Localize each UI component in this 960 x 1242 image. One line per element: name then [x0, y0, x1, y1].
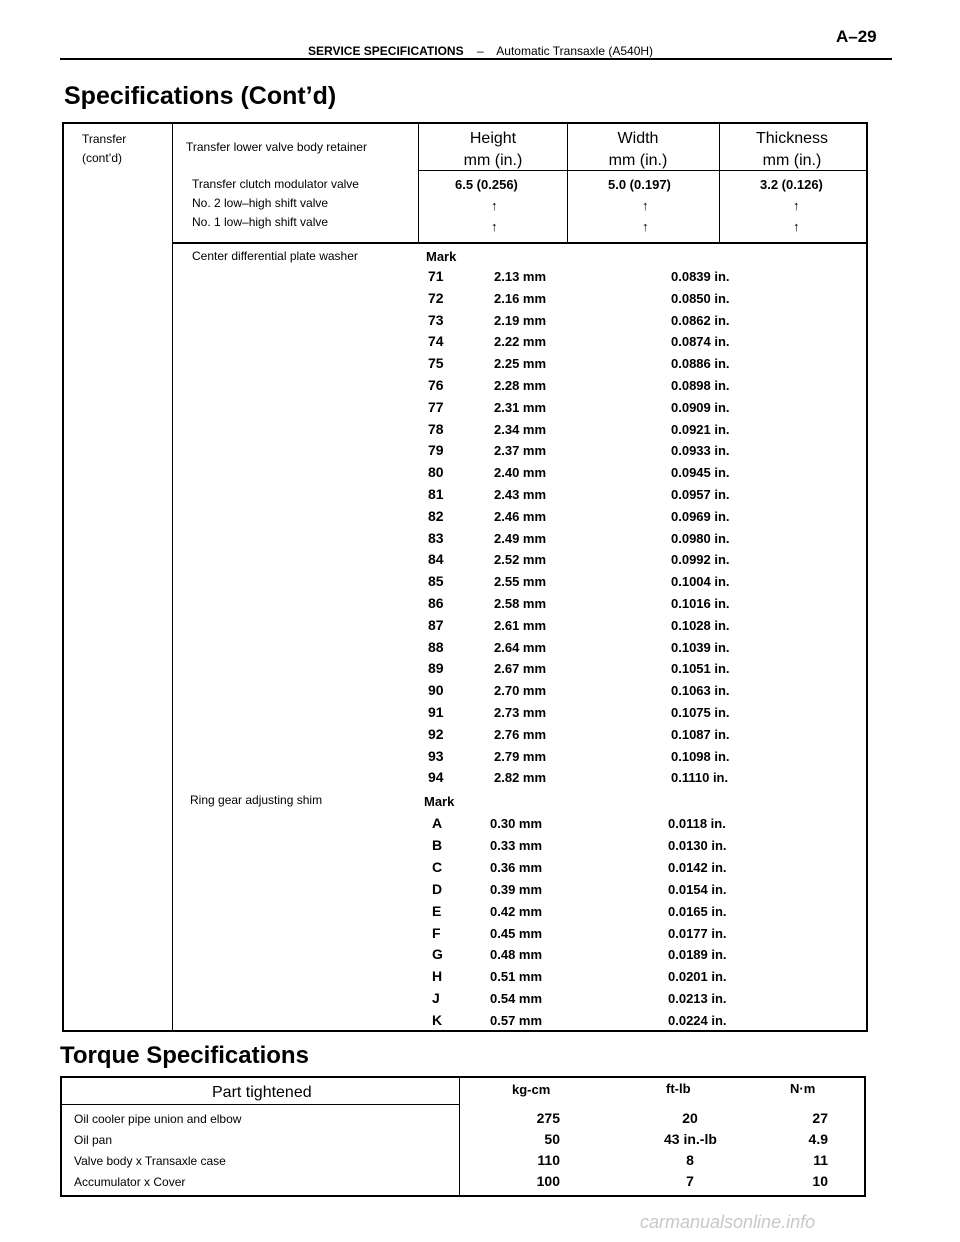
- washer-thickness-mm: 2.31 mm: [494, 399, 547, 415]
- washer-mark: 74: [428, 333, 444, 350]
- thickness-ditto: ↑: [793, 198, 800, 213]
- shim-thickness-in: 0.0154 in.: [668, 881, 727, 897]
- washer-thickness-mm: 2.28 mm: [494, 378, 547, 393]
- torque-ftlb: 43 in.-lb: [664, 1131, 717, 1147]
- shim-mark: D: [432, 880, 443, 897]
- shim-mark: K: [432, 1012, 443, 1029]
- washer-mark-header: Mark: [426, 249, 457, 264]
- part-valve-retainer: Transfer lower valve body retainer: [186, 140, 367, 154]
- torque-part: Valve body x Transaxle case: [74, 1154, 226, 1168]
- washer-mark: 86: [428, 595, 444, 611]
- washer-mark: 72: [428, 289, 444, 306]
- washer-mark: 82: [428, 507, 444, 524]
- washer-mark: 93: [428, 747, 444, 764]
- washer-thickness-mm: 2.19 mm: [494, 312, 547, 328]
- washer-mark: 94: [428, 769, 444, 786]
- washer-thickness-mm: 2.79 mm: [494, 748, 547, 764]
- shim-thickness-in: 0.0142 in.: [668, 859, 727, 875]
- washer-mark: 85: [428, 573, 444, 590]
- shim-thickness-mm: 0.51 mm: [490, 969, 543, 985]
- shim-thickness-in: 0.0130 in.: [668, 837, 727, 853]
- height-ditto: ↑: [491, 198, 498, 213]
- col-header-thickness: Thickness mm (in.): [755, 130, 829, 169]
- width-ditto: ↑: [642, 198, 649, 213]
- washer-mark: 90: [428, 682, 444, 699]
- washer-thickness-in: 0.0992 in.: [671, 552, 730, 568]
- shim-thickness-mm: 0.42 mm: [490, 903, 543, 919]
- shim-thickness-mm: 0.39 mm: [490, 881, 543, 897]
- washer-thickness-in: 0.1110 in.: [671, 770, 729, 786]
- torque-kgcm: 50: [544, 1131, 560, 1147]
- shim-mark-header: Mark: [424, 794, 455, 809]
- shim-thickness-in: 0.0201 in.: [668, 969, 727, 985]
- width-value: 5.0 (0.197): [608, 177, 671, 192]
- washer-thickness-mm: 2.46 mm: [494, 508, 547, 524]
- height-value: 6.5 (0.256): [455, 177, 518, 192]
- shim-thickness-mm: 0.57 mm: [490, 1013, 543, 1029]
- washer-mark: 79: [428, 442, 444, 459]
- washer-thickness-in: 0.1051 in.: [671, 661, 730, 677]
- washer-thickness-mm: 2.67 mm: [494, 661, 547, 677]
- torque-part: Accumulator x Cover: [74, 1175, 186, 1189]
- washer-thickness-mm: 2.49 mm: [494, 530, 547, 546]
- washer-thickness-in: 0.0933 in.: [671, 443, 730, 459]
- washer-thickness-in: 0.0921 in.: [671, 421, 730, 437]
- part-no1-shift-valve: No. 1 low–high shift valve: [192, 215, 329, 229]
- washer-thickness-mm: 2.25 mm: [494, 356, 547, 372]
- washer-thickness-in: 0.1063 in.: [671, 683, 730, 699]
- washer-thickness-mm: 2.34 mm: [494, 421, 547, 437]
- width-ditto: ↑: [642, 219, 649, 234]
- col-header-height: Height mm (in.): [463, 130, 523, 169]
- washer-thickness-mm: 2.73 mm: [494, 705, 547, 720]
- shim-thickness-in: 0.0213 in.: [668, 991, 727, 1007]
- washer-mark: 77: [428, 398, 444, 415]
- washer-thickness-in: 0.0980 in.: [671, 530, 730, 546]
- part-center-diff-washer: Center differential plate washer: [192, 249, 358, 263]
- shim-thickness-mm: 0.36 mm: [490, 859, 543, 875]
- thickness-value: 3.2 (0.126): [760, 177, 823, 192]
- washer-thickness-in: 0.0957 in.: [671, 487, 730, 502]
- washer-mark: 78: [428, 420, 444, 437]
- shim-thickness-in: 0.0224 in.: [668, 1013, 727, 1029]
- washer-thickness-mm: 2.82 mm: [494, 770, 547, 786]
- washer-mark: 89: [428, 660, 444, 677]
- washer-thickness-mm: 2.37 mm: [494, 443, 547, 459]
- washer-thickness-in: 0.0850 in.: [671, 290, 730, 306]
- washer-mark: 80: [428, 464, 444, 481]
- torque-nm: 27: [812, 1110, 828, 1126]
- washer-thickness-in: 0.1075 in.: [671, 705, 730, 720]
- shim-mark: F: [432, 924, 441, 941]
- torque-kgcm: 110: [537, 1152, 560, 1168]
- torque-col-kgcm: kg-cm: [512, 1082, 551, 1097]
- running-header: [308, 44, 653, 58]
- shim-mark: A: [432, 815, 443, 831]
- page-number: A–29: [836, 27, 877, 46]
- torque-ftlb: 8: [686, 1152, 694, 1168]
- torque-title: Torque Specifications: [60, 1042, 309, 1069]
- washer-thickness-mm: 2.76 mm: [494, 726, 547, 742]
- washer-mark: 73: [428, 311, 444, 328]
- shim-thickness-in: 0.0177 in.: [668, 925, 727, 941]
- washer-thickness-mm: 2.40 mm: [494, 465, 547, 481]
- thickness-ditto: ↑: [793, 219, 800, 234]
- washer-thickness-in: 0.1098 in.: [671, 748, 730, 764]
- washer-mark: 88: [428, 638, 444, 655]
- washer-thickness-mm: 2.22 mm: [494, 334, 547, 350]
- washer-mark: 75: [428, 355, 444, 372]
- washer-thickness-in: 0.1016 in.: [671, 596, 730, 611]
- washer-thickness-mm: 2.70 mm: [494, 683, 547, 699]
- washer-mark: 87: [428, 616, 444, 633]
- header-separator: –: [476, 44, 484, 58]
- washer-thickness-in: 0.0945 in.: [671, 465, 730, 481]
- washer-thickness-mm: 2.13 mm: [494, 269, 547, 284]
- shim-thickness-in: 0.0165 in.: [668, 903, 727, 919]
- part-ring-gear-shim: Ring gear adjusting shim: [190, 793, 323, 807]
- torque-col-nm: N·m: [790, 1081, 816, 1096]
- washer-mark: 92: [428, 725, 444, 742]
- watermark: carmanualsonline.info: [640, 1212, 816, 1232]
- shim-mark: H: [432, 968, 443, 985]
- torque-kgcm: 275: [536, 1110, 560, 1126]
- part-no2-shift-valve: No. 2 low–high shift valve: [192, 196, 329, 210]
- washer-thickness-mm: 2.55 mm: [494, 574, 547, 590]
- washer-thickness-in: 0.1039 in.: [671, 639, 730, 655]
- header-rule: [60, 58, 892, 60]
- torque-part: Oil cooler pipe union and elbow: [74, 1112, 242, 1126]
- shim-thickness-in: 0.0189 in.: [668, 947, 727, 963]
- washer-mark: 81: [428, 486, 444, 502]
- group-label-contd: (cont’d): [82, 151, 123, 165]
- torque-kgcm: 100: [536, 1173, 560, 1189]
- washer-thickness-in: 0.0839 in.: [671, 269, 730, 284]
- washer-thickness-in: 0.0909 in.: [671, 399, 730, 415]
- shim-mark: E: [432, 902, 442, 919]
- header-subsection: Automatic Transaxle (A540H): [496, 44, 654, 58]
- specs-title: Specifications (Cont’d): [64, 82, 337, 110]
- torque-col-ftlb: ft-lb: [666, 1081, 691, 1096]
- washer-thickness-mm: 2.58 mm: [494, 596, 547, 611]
- torque-part: Oil pan: [74, 1133, 113, 1147]
- washer-thickness-mm: 2.16 mm: [494, 290, 547, 306]
- washer-thickness-mm: 2.43 mm: [494, 487, 547, 502]
- washer-mark: 76: [428, 377, 444, 393]
- washer-thickness-in: 0.0886 in.: [671, 356, 730, 372]
- shim-thickness-mm: 0.45 mm: [490, 925, 543, 941]
- torque-nm: 4.9: [808, 1131, 828, 1147]
- washer-thickness-in: 0.0898 in.: [671, 378, 730, 393]
- washer-mark: 71: [428, 268, 444, 284]
- shim-thickness-mm: 0.30 mm: [490, 816, 543, 831]
- washer-mark: 83: [428, 529, 444, 546]
- torque-ftlb: 20: [682, 1110, 698, 1126]
- washer-thickness-mm: 2.64 mm: [494, 639, 547, 655]
- shim-thickness-mm: 0.48 mm: [490, 947, 543, 963]
- washer-thickness-in: 0.0874 in.: [671, 334, 730, 350]
- washer-thickness-mm: 2.61 mm: [494, 617, 547, 633]
- washer-mark: 84: [428, 551, 444, 568]
- washer-thickness-in: 0.1028 in.: [671, 617, 730, 633]
- shim-mark: G: [432, 946, 443, 963]
- torque-col-part: Part tightened: [212, 1084, 312, 1101]
- shim-mark: C: [432, 858, 443, 875]
- height-ditto: ↑: [491, 219, 498, 234]
- torque-nm: 11: [813, 1152, 828, 1168]
- torque-nm: 10: [812, 1173, 828, 1189]
- washer-thickness-in: 0.1004 in.: [671, 574, 730, 590]
- washer-thickness-in: 0.1087 in.: [671, 726, 730, 742]
- washer-thickness-in: 0.0969 in.: [671, 508, 730, 524]
- shim-thickness-mm: 0.33 mm: [490, 837, 543, 853]
- washer-thickness-mm: 2.52 mm: [494, 552, 547, 568]
- shim-thickness-mm: 0.54 mm: [490, 991, 543, 1007]
- shim-thickness-in: 0.0118 in.: [668, 816, 726, 831]
- shim-mark: J: [432, 990, 440, 1007]
- washer-thickness-in: 0.0862 in.: [671, 312, 730, 328]
- washer-mark: 91: [428, 704, 444, 720]
- header-section: SERVICE SPECIFICATIONS: [308, 44, 464, 58]
- group-label-transfer: Transfer: [82, 132, 127, 146]
- col-header-width: Width mm (in.): [608, 130, 668, 169]
- shim-mark: B: [432, 836, 443, 853]
- torque-ftlb: 7: [686, 1173, 694, 1189]
- part-clutch-modulator-valve: Transfer clutch modulator valve: [192, 177, 359, 191]
